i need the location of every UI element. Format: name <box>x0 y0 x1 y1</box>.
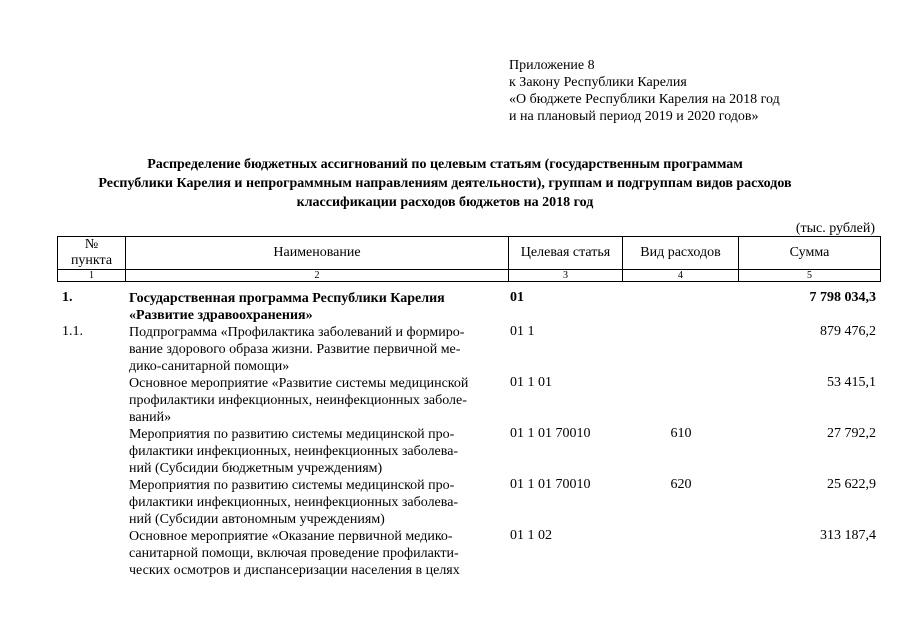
row-sum: 27 792,2 <box>827 426 876 441</box>
header-num-line1: № <box>84 237 99 252</box>
unit-label: (тыс. рублей) <box>795 221 875 236</box>
header-kind: Вид расходов <box>623 237 739 270</box>
row-name-line: профилактики инфекционных, неинфекционных заболе- <box>129 393 467 408</box>
row-sum: 879 476,2 <box>820 324 876 339</box>
column-number: 3 <box>509 270 623 282</box>
header-name: Наименование <box>126 237 509 270</box>
table-row <box>57 528 880 579</box>
row-target: 01 1 01 70010 <box>510 426 591 441</box>
row-target: 01 1 <box>510 324 535 339</box>
column-number: 1 <box>58 270 126 282</box>
title-line: Распределение бюджетных ассигнований по целевым статьям (государственным программам <box>147 157 743 172</box>
row-sum: 313 187,4 <box>820 528 876 543</box>
row-name-line: «Развитие здравоохранения» <box>129 308 313 323</box>
document-title <box>50 155 840 212</box>
row-sum: 53 415,1 <box>827 375 876 390</box>
row-name <box>129 528 499 579</box>
row-name <box>129 477 499 528</box>
appendix-line: к Закону Республики Карелия <box>509 75 687 90</box>
appendix-line: и на плановый период 2019 и 2020 годов» <box>509 109 759 124</box>
row-number: 1.1. <box>62 324 83 339</box>
row-name-line: Основное мероприятие «Оказание первичной медико- <box>129 529 453 544</box>
table-row <box>57 324 880 375</box>
title-line: Республики Карелия и непрограммным направлениям деятельности), группам и подгруппам видов расходов <box>98 176 792 191</box>
table-row <box>57 477 880 528</box>
row-name-line: ческих осмотров и диспансеризации населения в целях <box>129 563 460 578</box>
row-target: 01 1 02 <box>510 528 552 543</box>
row-name-line: вание здорового образа жизни. Развитие первичной ме- <box>129 342 461 357</box>
appendix-line: Приложение 8 <box>509 58 595 73</box>
row-name-line: филактики инфекционных, неинфекционных заболева- <box>129 495 459 510</box>
budget-table-header <box>57 236 881 282</box>
header-target: Целевая статья <box>509 237 623 270</box>
row-name <box>129 375 499 426</box>
header-num-line2: пункта <box>70 253 113 268</box>
column-number: 4 <box>623 270 739 282</box>
row-name-line: санитарной помощи, включая проведение профилакти- <box>129 546 459 561</box>
row-name-line: ний (Субсидии бюджетным учреждениям) <box>129 461 383 476</box>
row-target: 01 1 01 70010 <box>510 477 591 492</box>
row-name-line: ваний» <box>129 410 172 425</box>
header-num <box>58 237 126 270</box>
row-name-line: Мероприятия по развитию системы медицинской про- <box>129 427 455 442</box>
budget-table-body <box>57 290 880 579</box>
row-target: 01 1 01 <box>510 375 552 390</box>
row-name-line: Подпрограмма «Профилактика заболеваний и формиро- <box>129 325 465 340</box>
title-line: классификации расходов бюджетов на 2018 год <box>296 195 594 210</box>
table-row <box>57 290 880 324</box>
row-number: 1. <box>62 290 73 305</box>
table-row <box>57 375 880 426</box>
column-number: 2 <box>126 270 509 282</box>
row-target: 01 <box>510 290 524 305</box>
row-sum: 25 622,9 <box>827 477 876 492</box>
row-name-line: Государственная программа Республики Карелия <box>129 291 445 306</box>
table-row <box>57 426 880 477</box>
row-name <box>129 324 499 375</box>
row-kind: 620 <box>670 477 692 492</box>
row-name-line: филактики инфекционных, неинфекционных заболева- <box>129 444 459 459</box>
row-name-line: Мероприятия по развитию системы медицинской про- <box>129 478 455 493</box>
row-name-line: дико-санитарной помощи» <box>129 359 290 374</box>
appendix-header <box>509 57 899 125</box>
row-name <box>129 290 499 324</box>
header-sum: Сумма <box>739 237 881 270</box>
row-name-line: Основное мероприятие «Развитие системы медицинской <box>129 376 469 391</box>
row-sum: 7 798 034,3 <box>809 290 876 305</box>
row-name <box>129 426 499 477</box>
appendix-line: «О бюджете Республики Карелия на 2018 год <box>509 92 780 107</box>
column-number: 5 <box>739 270 881 282</box>
row-name-line: ний (Субсидии автономным учреждениям) <box>129 512 385 527</box>
row-kind: 610 <box>670 426 692 441</box>
